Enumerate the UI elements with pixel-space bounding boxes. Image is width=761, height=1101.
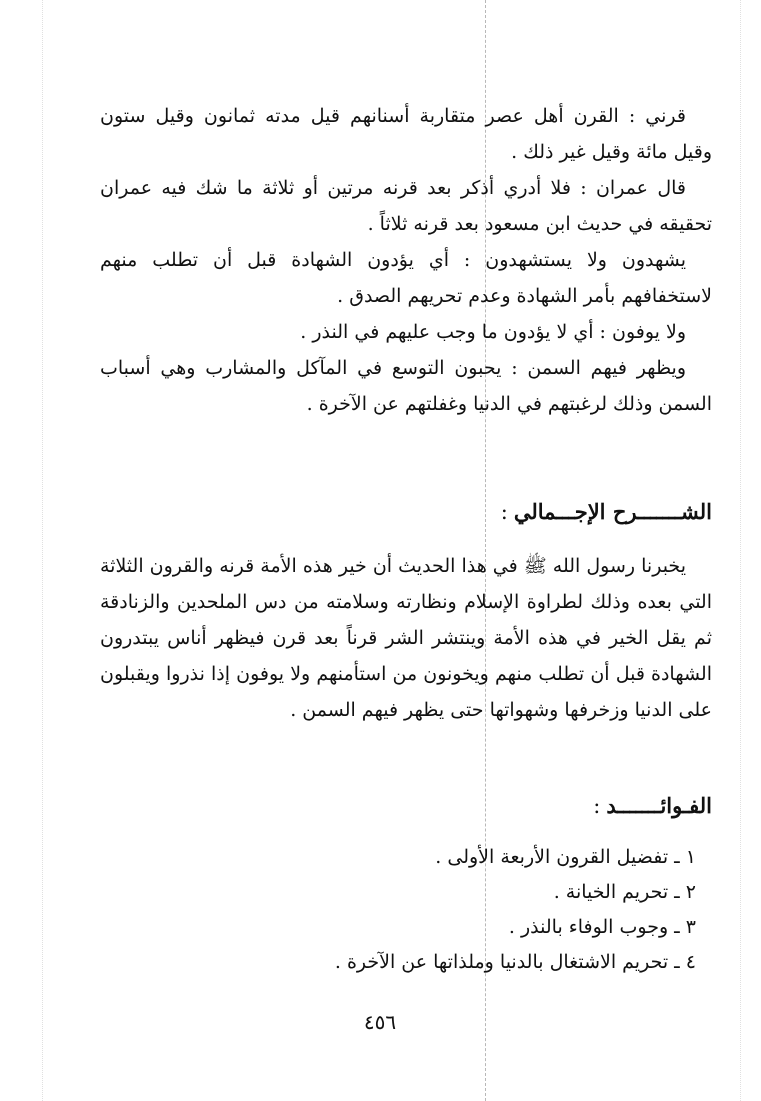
benefits-heading-colon: : [593, 794, 601, 818]
definition-yufun: ولا يوفون : أي لا يؤدون ما وجب عليهم في النذر . [300, 321, 686, 343]
summary-paragraph: يخبرنا رسول الله ﷺ في هذا الحديث أن خير هذه الأمة قرنه والقرون الثلاثة التي بعده وذلك لطراوة الإسلام ونظارته وسلامته من دس الملحدين والزنادقة ثم يقل الخير في هذه الأمة وينتشر الشر قرناً بعد قرن فيظهر أناس يبتدرون الشهادة قبل أن تطلب منهم ويخونون من استأمنهم ولا يوفون إذا نذروا ويقبلون على الدنيا وزخرفها وشهواتها حتى يظهر فيهم السمن . [100, 555, 712, 721]
list-item: ٤ ـ تحريم الاشتغال بالدنيا وملذاتها عن الآخرة . [334, 951, 696, 973]
definition-siman: ويظهر فيهم السمن : يحبون التوسع في المآكل والمشارب وهي أسباب السمن وذلك لرغبتهم في الدنيا وغفلتهم عن الآخرة . [100, 357, 712, 415]
list-item: ١ ـ تفضيل القرون الأربعة الأولى . [435, 846, 696, 868]
definitions-section [100, 98, 712, 422]
definition-qarni: قرني : القرن أهل عصر متقاربة أسنانهم قيل مدته ثمانون وقيل ستون وقيل مائة وقيل غير ذلك . [100, 105, 712, 163]
list-item: ٢ ـ تحريم الخيانة . [553, 881, 696, 903]
summary-heading-text: الشـــــــرح الإجـــمالي [513, 499, 712, 524]
summary-heading-colon: : [500, 500, 508, 524]
benefits-heading [100, 788, 712, 824]
summary-heading [100, 494, 712, 530]
benefits-heading-text: الفـوائـــــــد [606, 793, 712, 818]
left-margin-mark [42, 0, 43, 1101]
right-margin-mark [740, 0, 741, 1101]
page-number: ٤٥٦ [363, 1010, 397, 1034]
definition-imran: قال عمران : فلا أدري أذكر بعد قرنه مرتين أو ثلاثة ما شك فيه عمران تحقيقه في حديث ابن مسعود بعد قرنه ثلاثاً . [100, 177, 712, 235]
summary-section [100, 548, 712, 728]
benefits-list [100, 840, 712, 980]
definition-yashhadun: يشهدون ولا يستشهدون : أي يؤدون الشهادة قبل أن تطلب منهم لاستخفافهم بأمر الشهادة وعدم تحريهم الصدق . [100, 249, 712, 307]
list-item: ٣ ـ وجوب الوفاء بالنذر . [508, 916, 696, 938]
